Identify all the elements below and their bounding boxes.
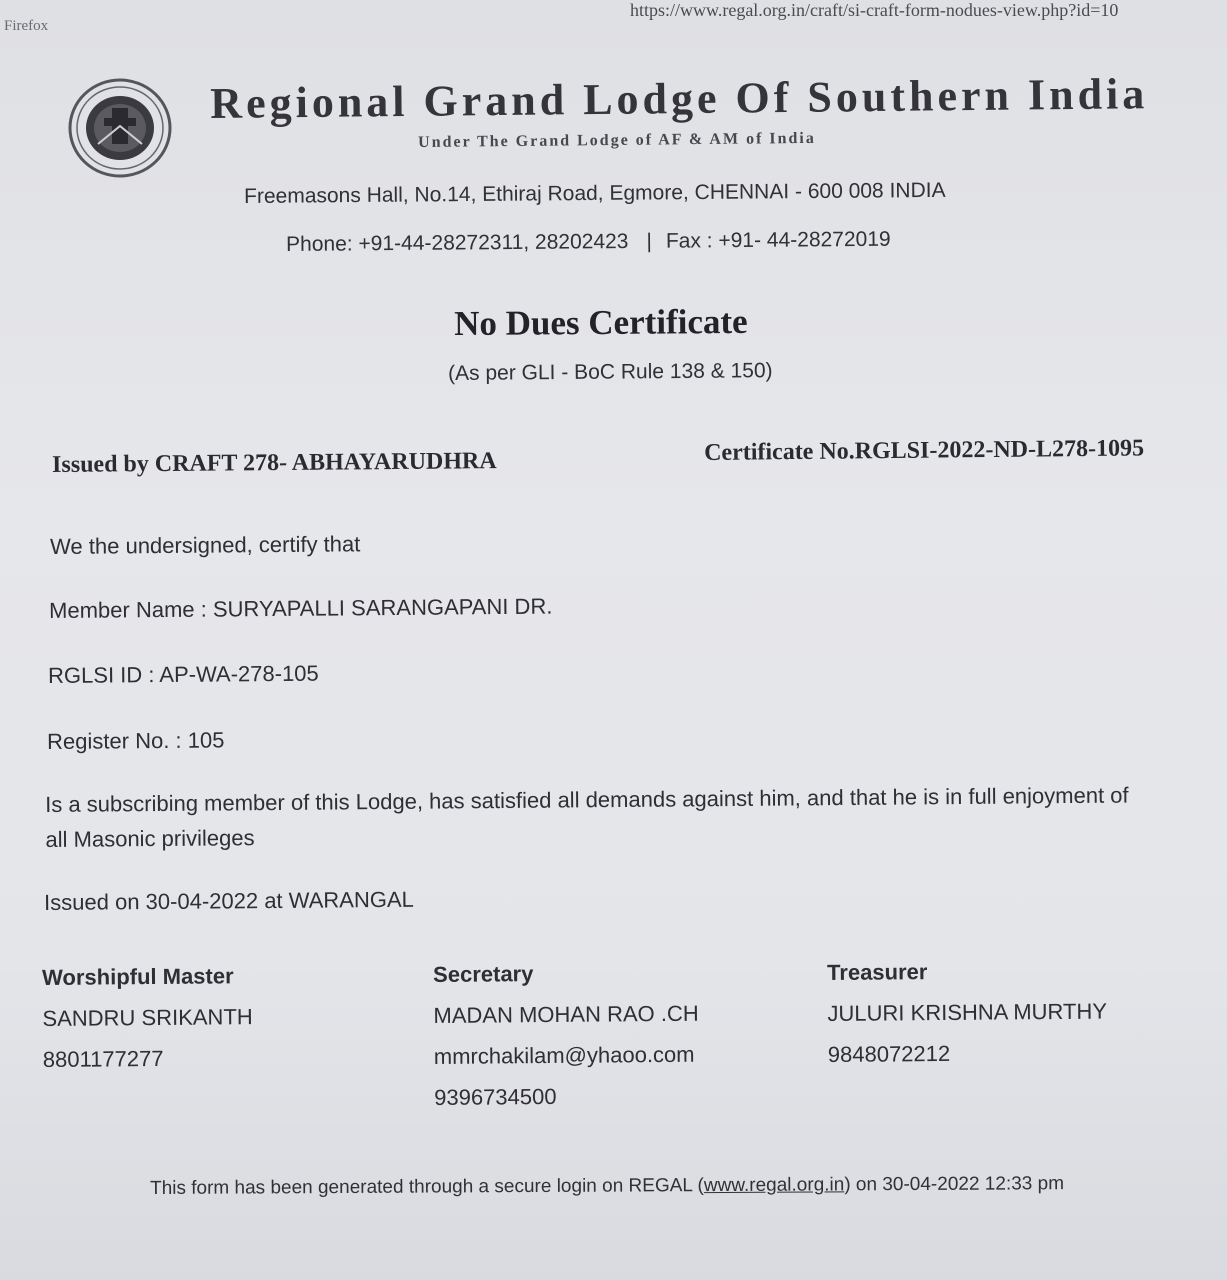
contact-line xyxy=(286,228,891,257)
certification-statement: Is a subscribing member of this Lodge, has satisfied all demands against him, and that he is in full enjoyment of all Masonic privileges xyxy=(45,782,1129,852)
signatory-name: JULURI KRISHNA MURTHY xyxy=(827,998,1108,1026)
regal-link[interactable]: www.regal.org.in xyxy=(703,1174,845,1197)
signatory-name: MADAN MOHAN RAO .CH xyxy=(433,1000,699,1028)
phone: Phone: +91-44-28272311, 28202423 xyxy=(286,230,629,256)
signatory-name: SANDRU SRIKANTH xyxy=(42,1004,253,1031)
member-name: Member Name : SURYAPALLI SARANGAPANI DR. xyxy=(49,593,553,623)
certificate-number: Certificate No.RGLSI-2022-ND-L278-1095 xyxy=(704,435,1145,466)
rglsi-id: RGLSI ID : AP-WA-278-105 xyxy=(48,660,319,688)
signatory-treasurer xyxy=(827,958,1108,1083)
signatory-role: Secretary xyxy=(433,961,534,987)
page-url: https://www.regal.org.in/craft/si-craft-form-nodues-view.php?id=10 xyxy=(630,0,1119,20)
certificate-title: No Dues Certificate xyxy=(454,301,748,343)
browser-name: Firefox xyxy=(4,18,49,34)
signatory-master xyxy=(42,963,253,1088)
issued-on: Issued on 30-04-2022 at WARANGAL xyxy=(44,886,414,915)
register-no: Register No. : 105 xyxy=(47,727,225,754)
signatory-phone: 8801177277 xyxy=(42,1045,164,1072)
signatory-email: mmrchakilam@yhaoo.com xyxy=(433,1041,695,1069)
footer-prefix: This form has been generated through a secure login on REGAL ( xyxy=(150,1175,704,1199)
footer-suffix: ) on 30-04-2022 12:33 pm xyxy=(844,1173,1065,1196)
separator: | xyxy=(646,229,652,253)
org-name: Regional Grand Lodge Of Southern India xyxy=(210,69,1149,128)
footer-note xyxy=(150,1173,1064,1200)
intro-text: We the undersigned, certify that xyxy=(50,531,361,559)
signatory-role: Treasurer xyxy=(827,959,928,985)
org-subtitle: Under The Grand Lodge of AF & AM of India xyxy=(418,129,816,151)
certificate-subtitle: (As per GLI - BoC Rule 138 & 150) xyxy=(448,359,773,385)
issued-by: Issued by CRAFT 278- ABHAYARUDHRA xyxy=(52,448,497,478)
signatory-phone: 9396734500 xyxy=(434,1083,557,1110)
address: Freemasons Hall, No.14, Ethiraj Road, Egmore, CHENNAI - 600 008 INDIA xyxy=(244,178,946,208)
signatory-role: Worshipful Master xyxy=(42,963,234,990)
signatory-phone: 9848072212 xyxy=(827,1040,951,1067)
lodge-seal-logo xyxy=(68,78,172,178)
fax: Fax : +91- 44-28272019 xyxy=(665,227,891,253)
signatory-secretary xyxy=(433,960,700,1126)
